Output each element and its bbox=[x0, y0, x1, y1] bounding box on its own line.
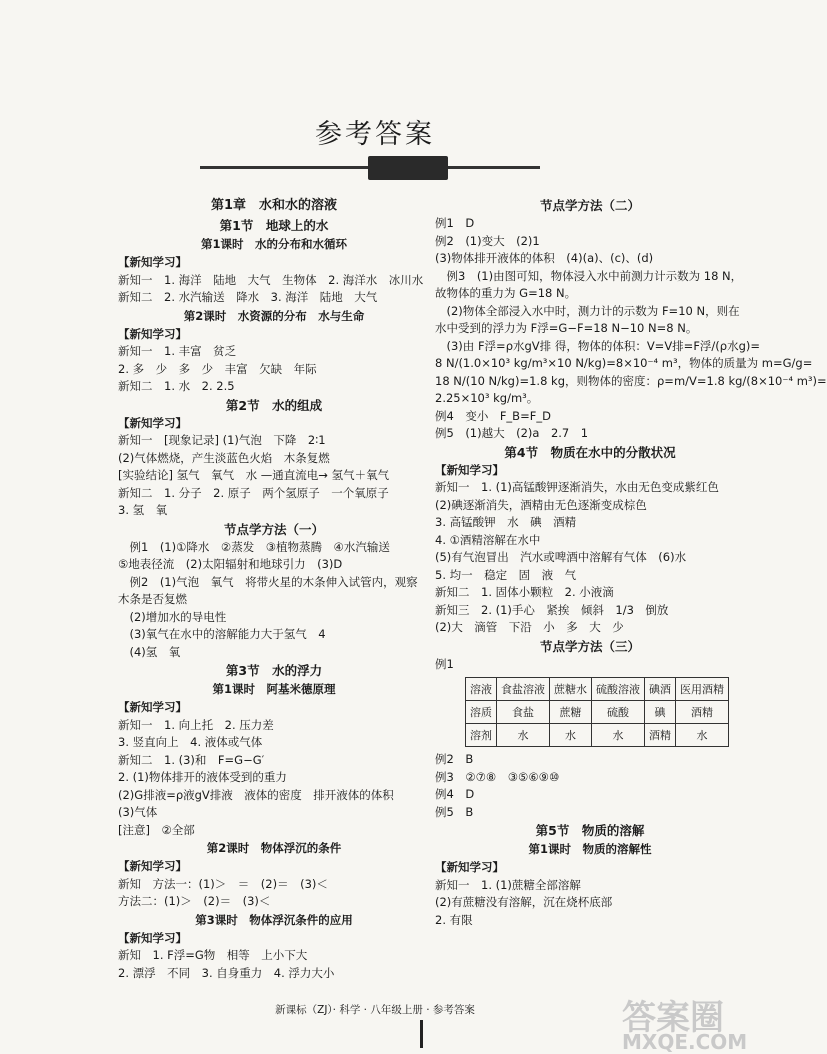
answer-line: (3)由 F浮=ρ水gV排 得，物体的体积：V=V排=F浮/(ρ水g)= bbox=[435, 338, 761, 353]
answer-line: 8 N/(1.0×10³ kg/m³×10 N/kg)=8×10⁻⁴ m³，物体的质量为 m=G/g= bbox=[435, 356, 813, 370]
table-cell: 水 bbox=[550, 724, 592, 747]
answer-line: (4)氢 氧 bbox=[118, 644, 181, 659]
answer-line: 【新知学习】 bbox=[118, 700, 187, 714]
answer-line: (3)物体排开液体的体积 (4)(a)、(c)、(d) bbox=[435, 251, 654, 265]
answer-line: 例5 (1)越大 (2)a 2.7 1 bbox=[435, 426, 589, 440]
answer-line: 2. 有限 bbox=[435, 912, 473, 927]
answer-line: 【新知学习】 bbox=[435, 860, 504, 874]
answer-line: 新知一 1. 丰富 贫乏 bbox=[118, 344, 237, 358]
answer-line: (2)气体燃烧，产生淡蓝色火焰 木条复燃 bbox=[118, 450, 330, 465]
answer-line: 木条是否复燃 bbox=[118, 592, 187, 606]
answer-line: (5)有气泡冒出 汽水或啤酒中溶解有气体 (6)水 bbox=[435, 550, 687, 564]
answer-line: 【新知学习】 bbox=[118, 415, 187, 430]
answer-line: 【新知学习】 bbox=[118, 930, 187, 945]
table-cell: 碘酒 bbox=[645, 678, 676, 701]
table-cell: 水 bbox=[676, 724, 729, 747]
table-cell: 硫酸溶液 bbox=[592, 678, 645, 701]
answer-line: 例3 (1)由图可知，物体浸入水中前测力计示数为 18 N， bbox=[435, 268, 743, 283]
answer-line: 3. 竖直向上 4. 液体或气体 bbox=[118, 735, 263, 749]
section-heading: 第5节 物质的溶解 bbox=[535, 823, 645, 838]
answer-line: (3)氧气在水中的溶解能力大于氢气 4 bbox=[118, 627, 326, 641]
title-decoration bbox=[368, 156, 448, 180]
answer-line: 例1 D bbox=[435, 216, 475, 230]
answer-line: 【新知学习】 bbox=[435, 462, 504, 477]
table-cell: 蔗糖水 bbox=[550, 678, 592, 701]
answer-line: 新知二 1. 固体小颗粒 2. 小液滴 bbox=[435, 585, 614, 599]
section-heading: 第1节 地球上的水 bbox=[219, 218, 329, 233]
answer-line: 2. 漂浮 不同 3. 自身重力 4. 浮力大小 bbox=[118, 965, 335, 980]
table-cell: 酒精 bbox=[645, 724, 676, 747]
answer-line: (2)大 滴管 下沿 小 多 大 少 bbox=[435, 620, 624, 634]
right-column bbox=[435, 196, 827, 929]
table-cell: 溶质 bbox=[466, 701, 497, 724]
section-heading: 第1课时 物质的溶解性 bbox=[528, 842, 652, 856]
answer-line: 【新知学习】 bbox=[118, 859, 187, 873]
answer-line: 新知三 2. (1)手心 紧挨 倾斜 1/3 倒放 bbox=[435, 602, 669, 617]
answer-line: 故物体的重力为 G=18 N。 bbox=[435, 286, 577, 300]
table-row bbox=[466, 678, 729, 701]
page-title: 参考答案 bbox=[315, 119, 435, 150]
table-cell: 溶液 bbox=[466, 678, 497, 701]
answer-line: 新知 1. F浮=G物 相等 上小下大 bbox=[118, 948, 308, 962]
section-heading: 第2课时 水资源的分布 水与生命 bbox=[183, 308, 365, 323]
answer-line: (2)增加水的导电性 bbox=[118, 609, 227, 624]
answer-line: 水中受到的浮力为 F浮=G−F=18 N−10 N=8 N。 bbox=[435, 321, 698, 335]
answer-line: 例5 B bbox=[435, 804, 474, 819]
answer-line: ⑤地表径流 (2)太阳辐射和地球引力 (3)D bbox=[118, 557, 343, 571]
answer-line: 新知二 2. 水汽输送 降水 3. 海洋 陆地 大气 bbox=[118, 290, 378, 304]
table-cell: 食盐溶液 bbox=[497, 678, 550, 701]
section-heading: 节点学方法（三） bbox=[539, 638, 640, 654]
section-heading: 第3节 水的浮力 bbox=[225, 663, 323, 678]
answer-line: 例3 ②⑦⑧ ③⑤⑥⑨⑩ bbox=[435, 769, 560, 784]
table-row bbox=[466, 701, 729, 724]
answer-line: 新知一 1. (1)高锰酸钾逐渐消失，水由无色变成紫红色 bbox=[435, 480, 719, 494]
answer-line: 新知一 [现象记录] (1)气泡 下降 2∶1 bbox=[118, 433, 326, 447]
table-cell: 水 bbox=[592, 724, 645, 747]
section-heading: 第1课时 阿基米德原理 bbox=[212, 682, 336, 696]
answer-line: (2)碘逐渐消失，酒精由无色逐渐变成棕色 bbox=[435, 497, 647, 512]
section-heading: 第3课时 物体浮沉条件的应用 bbox=[195, 912, 353, 927]
section-heading: 节点学方法（一） bbox=[223, 521, 324, 537]
answer-line: (2)G排液=ρ液gV排液 液体的密度 排开液体的体积 bbox=[118, 787, 394, 802]
answer-line: 【新知学习】 bbox=[118, 255, 187, 269]
section-heading: 第4节 物质在水中的分散状况 bbox=[504, 444, 676, 460]
section-heading: 第2课时 物体浮沉的条件 bbox=[206, 841, 342, 855]
table-cell: 硫酸 bbox=[592, 701, 645, 724]
answer-line: 新知二 1. (3)和 F=G−G′ bbox=[118, 752, 265, 767]
answer-line: 新知一 1. 海洋 陆地 大气 生物体 2. 海洋水 冰川水 bbox=[118, 272, 424, 287]
table-cell: 医用酒精 bbox=[676, 678, 729, 701]
answer-line: 例2 (1)变大 (2)1 bbox=[435, 233, 540, 248]
answer-line: 例4 变小 F_B=F_D bbox=[435, 408, 551, 423]
answer-line: 方法二：(1)＞ (2)＝ (3)＜ bbox=[118, 894, 271, 908]
answer-line: 新知一 1. (1)蔗糖全部溶解 bbox=[435, 877, 581, 892]
answer-line: 例4 D bbox=[435, 787, 475, 801]
answer-line: 18 N/(10 N/kg)=1.8 kg，则物体的密度：ρ=m/V=1.8 kg/(8×10⁻⁴ m³)= bbox=[435, 373, 827, 388]
answer-line: (2)有蔗糖没有溶解，沉在烧杯底部 bbox=[435, 895, 613, 909]
answer-line: [实验结论] 氢气 氧气 水 —通直流电→ 氢气＋氧气 bbox=[118, 468, 390, 482]
answer-line: (2)物体全部浸入水中时，测力计的示数为 F=10 N，则在 bbox=[435, 303, 740, 318]
solution-table bbox=[465, 677, 729, 747]
answer-line: 例2 B bbox=[435, 752, 474, 766]
answer-line: 例1 (1)①降水 ②蒸发 ③植物蒸腾 ④水汽输送 bbox=[118, 539, 390, 554]
page-footer: 新课标（ZJ）· 科学 · 八年级上册 · 参考答案 bbox=[275, 1004, 475, 1016]
section-heading: 第1章 水和水的溶液 bbox=[210, 198, 338, 213]
answer-line: 2.25×10³ kg/m³。 bbox=[435, 391, 539, 405]
watermark-logo: 答案圈 bbox=[622, 998, 724, 1038]
section-heading: 节点学方法（二） bbox=[539, 198, 640, 213]
answer-line: 新知 方法一：(1)＞ ＝ (2)＝ (3)＜ bbox=[118, 876, 328, 891]
answer-line: 2. (1)物体排开的液体受到的重力 bbox=[118, 770, 287, 784]
answer-line: 新知一 1. 向上托 2. 压力差 bbox=[118, 717, 274, 732]
left-column bbox=[118, 196, 430, 982]
answer-line: (3)气体 bbox=[118, 805, 158, 819]
section-heading: 第2节 水的组成 bbox=[225, 397, 323, 413]
table-cell: 蔗糖 bbox=[550, 701, 592, 724]
answer-line: [注意] ②全部 bbox=[118, 822, 195, 837]
table-cell: 碘 bbox=[645, 701, 676, 724]
answer-line: 新知二 1. 分子 2. 原子 两个氢原子 一个氧原子 bbox=[118, 485, 389, 500]
table-row bbox=[466, 724, 729, 747]
answer-line: 5. 均一 稳定 固 液 气 bbox=[435, 567, 577, 582]
section-heading: 第1课时 水的分布和水循环 bbox=[200, 237, 347, 251]
answer-line: 例1 bbox=[435, 656, 454, 671]
answer-line: 3. 氢 氧 bbox=[118, 503, 168, 517]
binding-mark bbox=[420, 1020, 423, 1048]
table-cell: 食盐 bbox=[497, 701, 550, 724]
table-cell: 水 bbox=[497, 724, 550, 747]
answer-line: 4. ①酒精溶解在水中 bbox=[435, 532, 541, 547]
answer-line: 【新知学习】 bbox=[118, 326, 187, 341]
table-cell: 溶剂 bbox=[466, 724, 497, 747]
table-cell: 酒精 bbox=[676, 701, 729, 724]
answer-line: 3. 高锰酸钾 水 碘 酒精 bbox=[435, 515, 577, 529]
answer-line: 2. 多 少 多 少 丰富 欠缺 年际 bbox=[118, 361, 317, 376]
answer-line: 例2 (1)气泡 氧气 将带火星的木条伸入试管内，观察 bbox=[118, 574, 418, 589]
watermark-url: MXQE.COM bbox=[622, 1030, 748, 1054]
answer-line: 新知二 1. 水 2. 2.5 bbox=[118, 379, 235, 393]
